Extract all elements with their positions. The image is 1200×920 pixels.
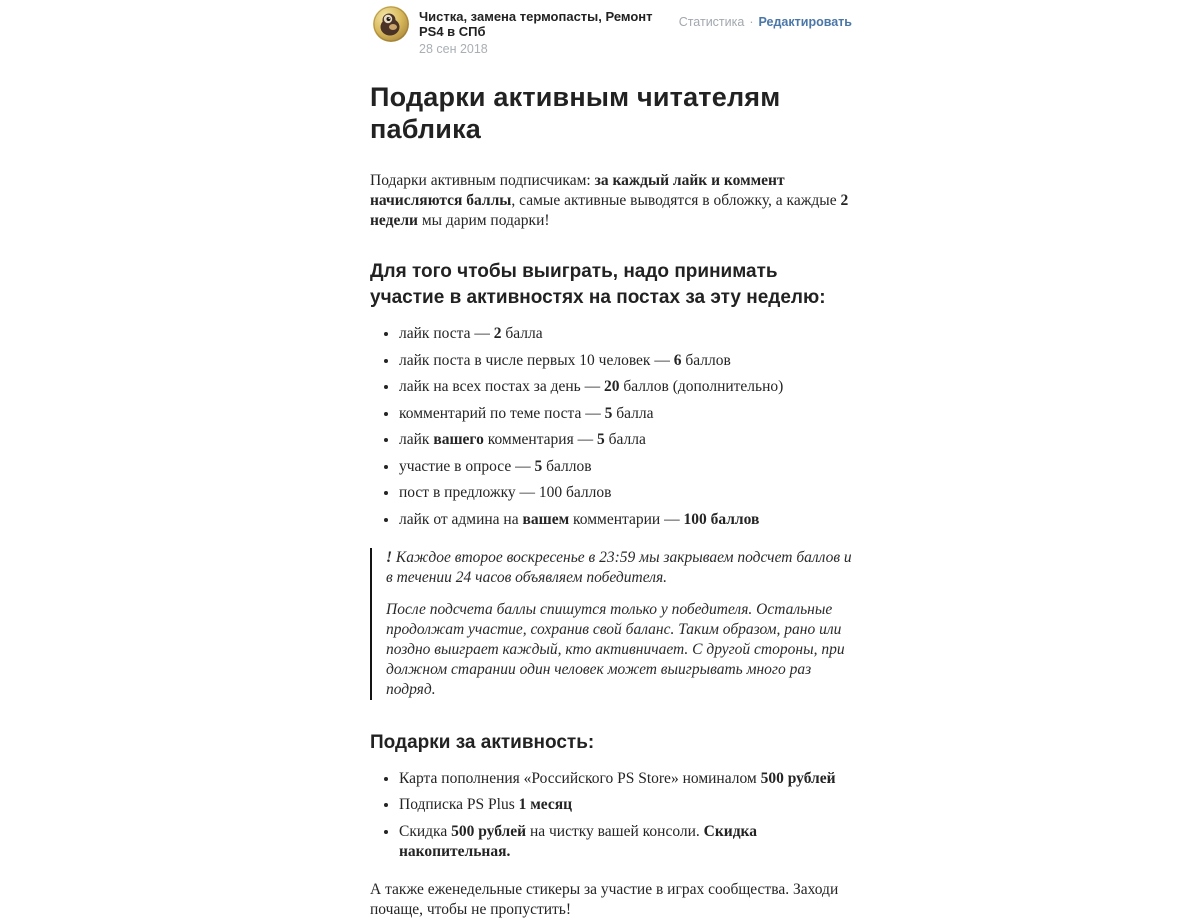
community-avatar-icon[interactable] [373,6,409,42]
article-column [370,6,852,920]
header-actions [679,6,852,29]
rules-heading: Для того чтобы выиграть, надо принимать участие в активностях на постах за эту неделю: [370,261,826,308]
gifts-list [370,769,852,862]
article-title: Подарки активным читателям паблика [370,82,781,144]
community-info [373,6,679,56]
edit-link[interactable]: Редактировать [758,15,852,29]
quote-paragraph: После подсчета баллы спишутся только у победителя. Остальные продолжат участие, сохранив свой баланс. Таким образом, рано или поздно выиграет каждый, кто активничает. С другой стороны, при должном старании один человек может выигрывать много раз подряд. [386,600,845,698]
list-item: • лайк поста — 2 балла [399,324,852,344]
list-item: • лайк поста в числе первых 10 человек — 6 баллов [399,351,852,371]
dot-separator: · [749,15,754,29]
list-item: • пост в предложку — 100 баллов [399,483,852,503]
article-header [370,6,852,56]
outro-paragraph: А также еженедельные стикеры за участие в играх сообщества. Заходи почаще, чтобы не пропустить! [370,880,839,918]
quote-paragraph: ! Каждое второе воскресенье в 23:59 мы закрываем подсчет баллов и в течении 24 часов объявляем победителя. [386,548,852,586]
list-item: • Карта пополнения «Российского PS Store» номиналом 500 рублей [399,769,852,789]
gifts-heading: Подарки за активность: [370,731,595,753]
list-item: • лайк от админа на вашем комментарии — 100 баллов [399,510,852,530]
rules-list [370,324,852,530]
statistics-link[interactable]: Статистика [678,15,745,29]
list-item: • Скидка 500 рублей на чистку вашей консоли. Скидка накопительная. [399,822,852,862]
rules-blockquote [370,548,852,700]
list-item: • Подписка PS Plus 1 месяц [399,795,852,815]
community-meta [419,6,679,56]
list-item: • комментарий по теме поста — 5 балла [399,404,852,424]
intro-paragraph: Подарки активным подписчикам: за каждый лайк и коммент начисляются баллы, самые активные выводятся в обложку, а каждые 2 недели мы дарим подарки! [370,172,849,229]
post-date: 28 сен 2018 [419,42,488,56]
list-item: • лайк на всех постах за день — 20 баллов (дополнительно) [399,377,852,397]
community-name-link[interactable]: Чистка, замена термопасты, Ремонт PS4 в СПб [419,9,653,39]
list-item: • участие в опросе — 5 баллов [399,457,852,477]
list-item: • лайк вашего комментария — 5 балла [399,430,852,450]
